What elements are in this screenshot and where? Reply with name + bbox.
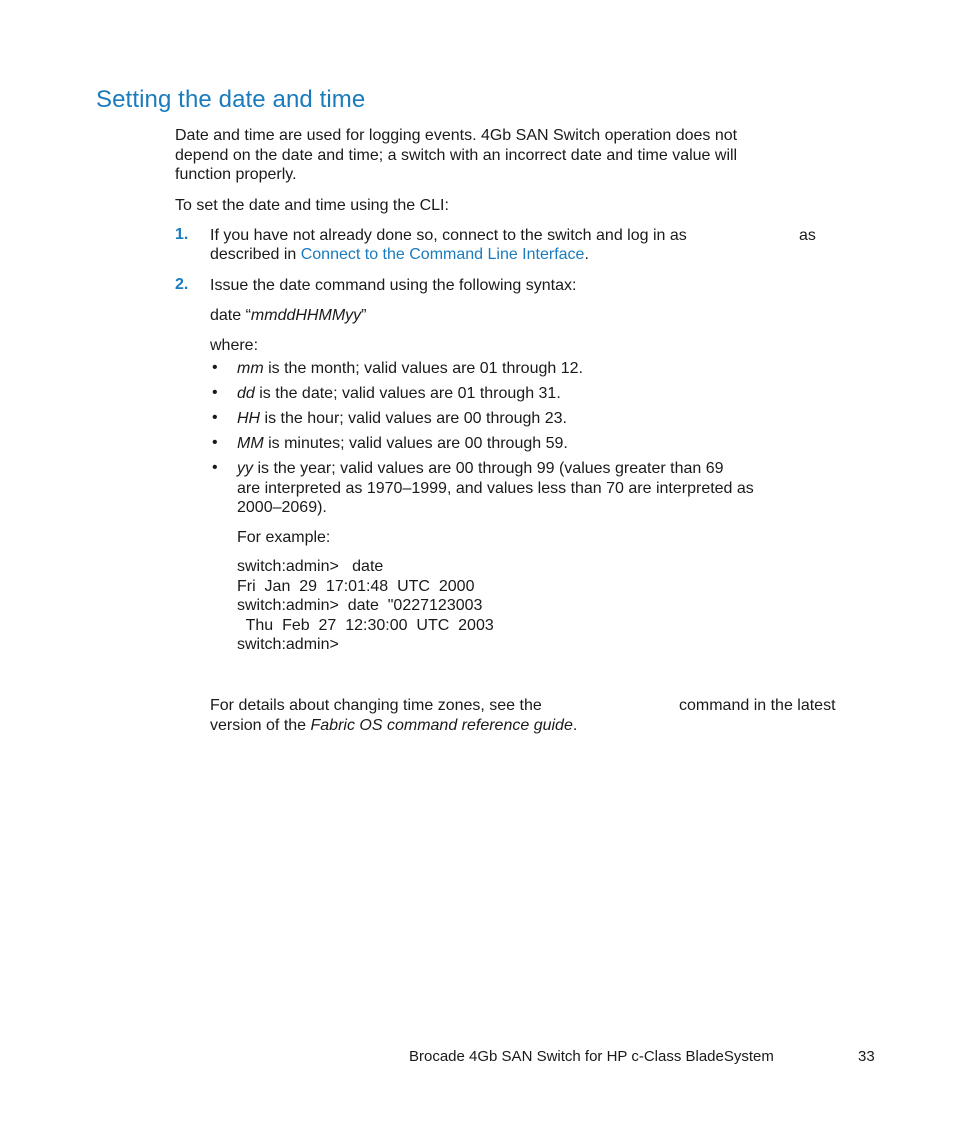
procedure-intro: To set the date and time using the CLI:: [175, 197, 449, 214]
example-label: For example:: [237, 529, 331, 546]
bullet-term: HH: [237, 410, 261, 427]
page-title: Setting the date and time: [96, 86, 366, 113]
bullet-text: is the date; valid values are 01 through 31.: [254, 385, 561, 402]
example-line: switch:admin> date "0227123003: [237, 597, 483, 614]
bullet-line: [237, 459, 754, 479]
bullet-item: [237, 384, 561, 404]
example-line: switch:admin>: [237, 636, 339, 653]
example-output: [237, 557, 494, 655]
bullet-line: are interpreted as 1970–1999, and values less than 70 are interpreted as: [237, 479, 754, 497]
bullet-text: is the year; valid values are 00 through 99 (values greater than 69: [253, 460, 724, 477]
details-text: command in the latest: [679, 697, 836, 714]
details-text: For details about changing time zones, see the: [210, 697, 542, 714]
page-number: 33: [858, 1048, 875, 1065]
details-text: version of the: [210, 717, 311, 734]
bullet-text: is minutes; valid values are 00 through 59.: [263, 435, 568, 452]
bullet-item: [237, 434, 568, 454]
step-number: 2.: [175, 276, 189, 293]
date-syntax: [210, 306, 366, 326]
intro-paragraph: [175, 126, 737, 185]
bullet-term: dd: [237, 385, 255, 402]
bullet-term: yy: [237, 460, 253, 477]
bullet-marker: •: [212, 434, 218, 451]
example-line: Fri Jan 29 17:01:48 UTC 2000: [237, 577, 475, 595]
bullet-text: is the hour; valid values are 00 through 23.: [260, 410, 567, 427]
bullet-marker: •: [212, 359, 218, 376]
footer-title: Brocade 4Gb SAN Switch for HP c-Class BladeSystem: [409, 1048, 774, 1065]
reference-guide-title: Fabric OS command reference guide: [310, 717, 573, 734]
bullet-marker: •: [212, 409, 218, 426]
step-text: described in: [210, 246, 301, 263]
example-line: Thu Feb 27 12:30:00 UTC 2003: [237, 616, 494, 634]
step-text: .: [584, 246, 589, 263]
bullet-text: is the month; valid values are 01 through 12.: [263, 360, 583, 377]
intro-line: depend on the date and time; a switch with an incorrect date and time value will: [175, 146, 738, 164]
bullet-item: [237, 409, 567, 429]
connect-cli-link[interactable]: Connect to the Command Line Interface: [300, 246, 585, 263]
bullet-marker: •: [212, 459, 218, 476]
syntax-text: ”: [361, 307, 367, 324]
step-text: [210, 245, 589, 265]
step-number: 1.: [175, 226, 189, 243]
where-label: where:: [210, 337, 259, 354]
example-line: switch:admin> date: [237, 558, 384, 575]
bullet-marker: •: [212, 384, 218, 401]
bullet-term: MM: [237, 435, 264, 452]
bullet-item: [237, 459, 754, 518]
step-text: Issue the date command using the following syntax:: [210, 277, 577, 294]
step-text: If you have not already done so, connect to the switch and log in as: [210, 227, 687, 244]
intro-line: function properly.: [175, 166, 297, 183]
bullet-item: [237, 359, 583, 379]
intro-line: Date and time are used for logging events. 4Gb SAN Switch operation does not: [175, 127, 738, 144]
step-text: as: [799, 227, 816, 244]
bullet-line: 2000–2069).: [237, 499, 327, 516]
syntax-argument: mmddHHMMyy: [250, 307, 362, 324]
details-text: .: [572, 717, 578, 734]
syntax-text: date “: [210, 307, 251, 324]
bullet-term: mm: [237, 360, 264, 377]
details-text: [210, 716, 577, 736]
